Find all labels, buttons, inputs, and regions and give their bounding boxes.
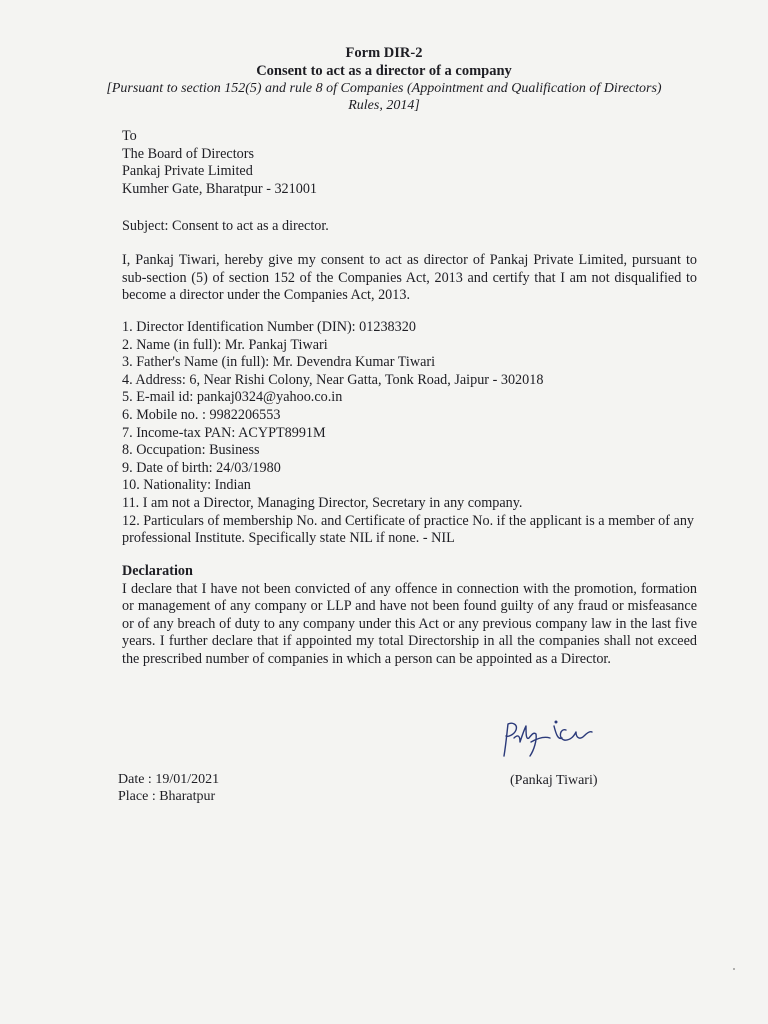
list-item: 7. Income-tax PAN: ACYPT8991M bbox=[122, 424, 326, 441]
particulars-list bbox=[122, 319, 697, 548]
declaration-text: I declare that I have not been convicted of any offence in connection with the promotion, formation or management of any company or LLP and have not been found guilty of any fraud or misfeasance or of any breach of duty to any company under this Act or any previous company law in the last five years. I further declare that if appointed my total Directorship in all the companies shall not exceed the prescribed number of companies in which a person can be appointed as a Director. bbox=[122, 580, 697, 667]
list-item: 9. Date of birth: 24/03/1980 bbox=[122, 459, 281, 476]
date-label: Date : 19/01/2021 bbox=[118, 772, 220, 787]
list-item: 1. Director Identification Number (DIN): 01238320 bbox=[122, 319, 416, 335]
address-line: Kumher Gate, Bharatpur - 321001 bbox=[122, 180, 318, 197]
declaration-heading: Declaration bbox=[122, 563, 193, 579]
scan-speck bbox=[733, 968, 735, 970]
place-label: Place : Bharatpur bbox=[118, 789, 216, 804]
form-number: Form DIR-2 bbox=[345, 45, 423, 61]
list-item: 12. Particulars of membership No. and Certificate of practice No. if the applicant is a member of any professional Institute. Specifically state NIL if none. - NIL bbox=[122, 512, 695, 547]
address-line: To bbox=[122, 128, 137, 144]
list-item: 10. Nationality: Indian bbox=[122, 477, 251, 494]
list-item: 6. Mobile no. : 9982206553 bbox=[122, 406, 281, 423]
declaration-section bbox=[122, 563, 697, 668]
recipient-address bbox=[122, 128, 697, 198]
list-item: 3. Father's Name (in full): Mr. Devendra Kumar Tiwari bbox=[122, 354, 436, 371]
signatory-name: (Pankaj Tiwari) bbox=[510, 773, 598, 788]
form-title: Consent to act as a director of a company bbox=[256, 63, 512, 79]
list-item: 2. Name (in full): Mr. Pankaj Tiwari bbox=[122, 336, 328, 353]
address-line: Pankaj Private Limited bbox=[122, 163, 253, 179]
list-item: 4. Address: 6, Near Rishi Colony, Near Gatta, Tonk Road, Jaipur - 302018 bbox=[122, 371, 544, 388]
handwritten-signature bbox=[498, 716, 598, 762]
subject-line: Subject: Consent to act as a director. bbox=[122, 218, 329, 234]
list-item: 8. Occupation: Business bbox=[122, 442, 260, 459]
date-place-block bbox=[118, 771, 219, 805]
address-line: The Board of Directors bbox=[122, 145, 254, 162]
form-header bbox=[0, 44, 768, 114]
form-subtitle: [Pursuant to section 152(5) and rule 8 of Companies (Appointment and Qualification of Directors) Rules, 2014] bbox=[106, 81, 662, 113]
consent-paragraph: I, Pankaj Tiwari, hereby give my consent to act as director of Pankaj Private Limited, pursuant to sub-section (5) of section 152 of the Companies Act, 2013 and certify that I am not disqualified to become a director under the Companies Act, 2013. bbox=[122, 252, 697, 303]
list-item: 5. E-mail id: pankaj0324@yahoo.co.in bbox=[122, 389, 343, 406]
list-item: 11. I am not a Director, Managing Director, Secretary in any company. bbox=[122, 494, 523, 511]
